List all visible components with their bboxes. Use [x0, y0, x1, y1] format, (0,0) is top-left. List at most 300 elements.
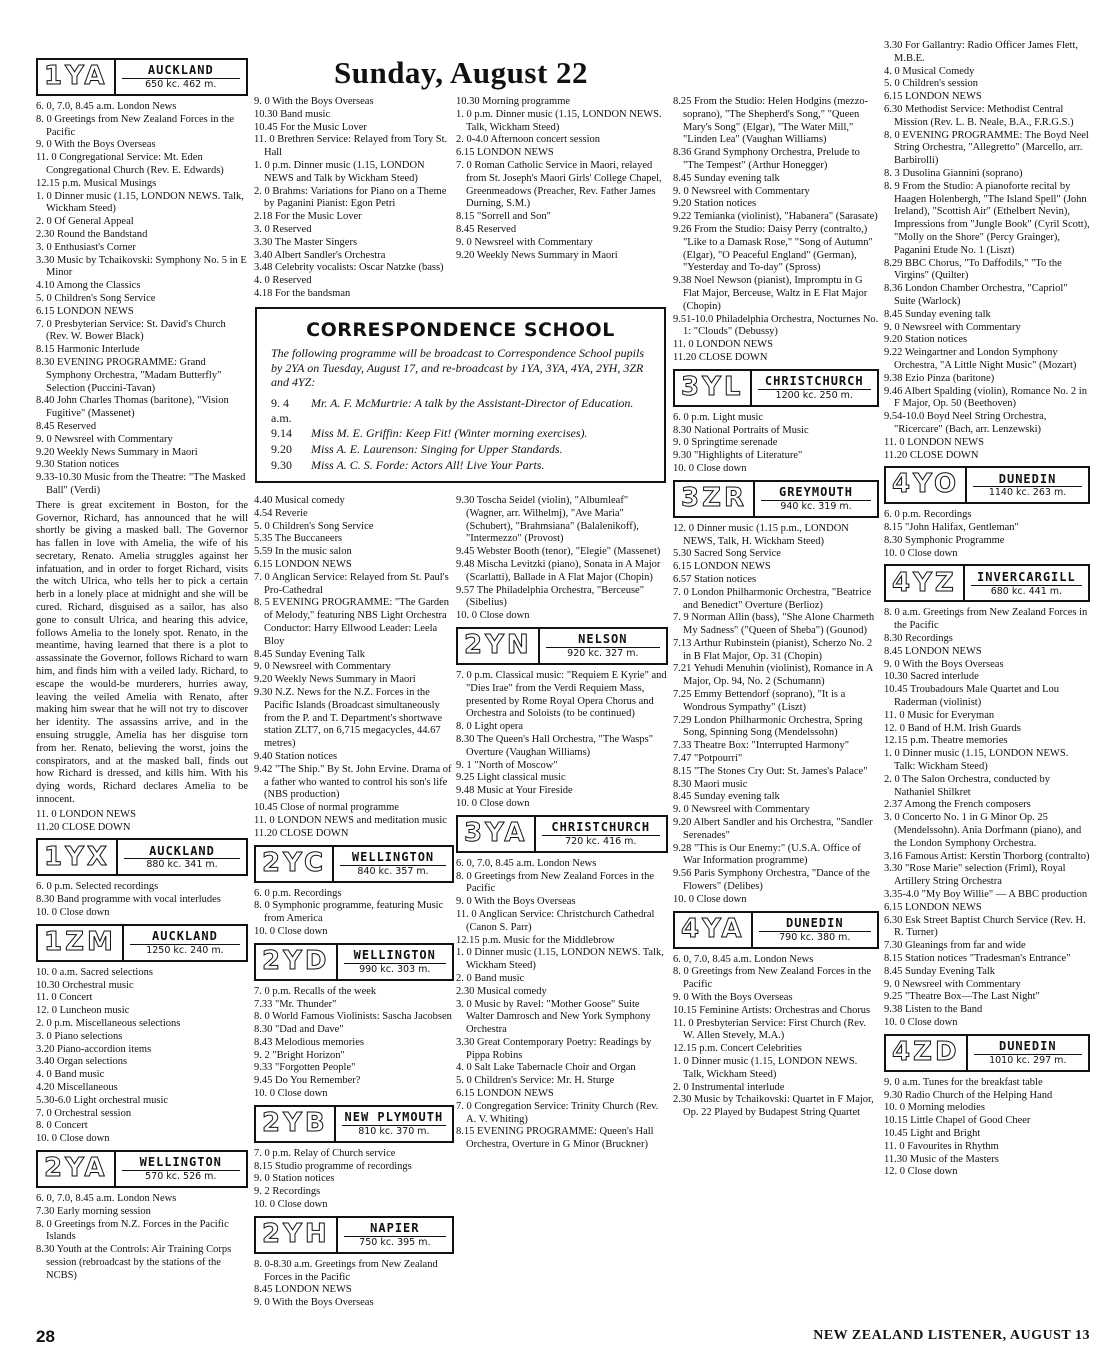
- station-header-2yb: [254, 1105, 454, 1143]
- programme-item: 10. 0 Close down: [254, 1088, 328, 1100]
- listing-2yb: [254, 1148, 454, 1212]
- programme-item: 8.45 LONDON NEWS: [884, 645, 982, 657]
- programme-item: 9. 0 Newsreel with Commentary: [884, 978, 1021, 990]
- correspondence-time: 9. 4 a.m.: [271, 396, 292, 425]
- station-city: INVERCARGILL: [977, 569, 1076, 584]
- programme-item: 12.15 p.m. Theatre memories: [884, 735, 1008, 747]
- station-frequency: 1200 kc. 250 m.: [758, 389, 872, 402]
- station-frequency: 790 kc. 380 m.: [759, 931, 871, 944]
- programme-item: 10. 0 Close down: [884, 547, 958, 559]
- programme-item: 9.20 Weekly News Summary in Maori: [254, 674, 416, 686]
- programme-item: 9.25 "Theatre Box—The Last Night": [884, 991, 1040, 1003]
- station-city: DUNEDIN: [998, 471, 1057, 486]
- station-call: 1ZM: [38, 926, 124, 960]
- station-frequency: 840 kc. 357 m.: [340, 865, 446, 878]
- page-number: 28: [36, 1327, 55, 1347]
- programme-item: 7. 0 Orchestral session: [36, 1107, 132, 1119]
- programme-item: 2. 0 p.m. Miscellaneous selections: [36, 1018, 181, 1029]
- programme-item: 9.30 N.Z. News for the N.Z. Forces in the Pacific Islands (Broadcast simultaneously from the P. and T. Department's shortwave station ZLT7, on 6,715 megacycles, 44.67 metres): [254, 686, 443, 750]
- programme-item: 3.40 Albert Sandler's Orchestra: [254, 249, 386, 261]
- programme-item: 7. 0 Roman Catholic Service in Maori, relayed from St. Joseph's Maori Girls' College Chapel, Greenmeadows (Preacher, Rev. Father James Durning, S.M.): [456, 159, 662, 210]
- programme-item: 7.29 London Philharmonic Orchestra, Spring Song, Spinning Song (Mendelssohn): [673, 714, 863, 739]
- programme-item: 6. 0, 7.0, 8.45 a.m. London News: [36, 101, 177, 112]
- programme-item: 8. 0 EVENING PROGRAMME: The Boyd Neel String Orchestra, "Allegretto" (Marcello, arr. Barbirolli): [884, 129, 1089, 167]
- programme-item: 10. 0 Close down: [884, 1016, 958, 1028]
- station-call: 2YA: [38, 1152, 116, 1186]
- programme-item: 3.20 Piano-accordion items: [36, 1043, 152, 1055]
- station-header-4yz: [884, 564, 1090, 602]
- programme-item: 9.22 Weingartner and London Symphony Orchestra, "A Little Night Music" (Mozart): [884, 347, 1077, 371]
- programme-item: 9. 0 Newsreel with Commentary: [254, 661, 391, 673]
- programme-item: 4. 0 Musical Comedy: [884, 65, 975, 77]
- station-city: AUCKLAND: [147, 63, 214, 78]
- programme-item: 9. 0 Newsreel with Commentary: [456, 236, 593, 248]
- programme-item: 10. 0 a.m. Sacred selections: [36, 966, 153, 978]
- programme-item: 3.40 Organ selections: [36, 1056, 128, 1068]
- programme-item: 9.26 From the Studio: Daisy Perry (contralto,) "Like to a Damask Rose," "Song of Autumn" (Elgar), "O Peaceful England" (German), "Yesterday and To-day" (Spross): [673, 223, 873, 274]
- programme-item: 12.15 p.m. Music for the Middlebrow: [456, 934, 615, 946]
- programme-item: 10. 0 Close down: [673, 893, 747, 905]
- programme-item: 9.51-10.0 Philadelphia Orchestra, Nocturnes No. 1: "Clouds" (Debussy): [673, 313, 879, 338]
- programme-item: 11.20 CLOSE DOWN: [673, 351, 768, 363]
- programme-item: 8.30 "Dad and Dave": [254, 1024, 344, 1036]
- programme-item: 7. 0 Anglican Service: Relayed from St. Paul's Pro-Cathedral: [254, 571, 449, 596]
- programme-item: 9.38 Ezio Pinza (baritone): [884, 372, 995, 384]
- column-3-top: [456, 96, 668, 301]
- station-header-2yh: [254, 1216, 454, 1254]
- programme-item: 12. 0 Luncheon music: [36, 1005, 130, 1017]
- programme-item: 10.45 For the Music Lover: [254, 121, 367, 133]
- programme-item: 11.20 CLOSE DOWN: [36, 821, 131, 833]
- programme-item: 9.38 Listen to the Band: [884, 1004, 983, 1016]
- programme-item: 9.30 Station notices: [36, 459, 120, 471]
- station-call: 1YA: [38, 60, 116, 94]
- station-call: 4ZD: [886, 1036, 968, 1070]
- station-call: 2YD: [256, 945, 338, 979]
- correspondence-text: Miss A. C. S. Forde: Actors All! Live Your Parts.: [311, 457, 545, 472]
- station-header-2yc: [254, 845, 454, 883]
- programme-item: 9. 0 With the Boys Overseas: [456, 896, 576, 908]
- listing-4ya: [673, 954, 879, 1120]
- programme-item: 3.35-4.0 "My Boy Willie" — A BBC production: [884, 889, 1088, 901]
- station-frequency: 750 kc. 395 m.: [344, 1236, 446, 1249]
- programme-item: 8. 9 From the Studio: A pianoforte recital by Haagen Holenbergh, "The Island Spell" (John Ireland), "Scottish Air" (Ethelbert Nevin), Impressions from "Jungle Book" (Cyril Scott), "Molly on the Shore" (Percy Grainger), Paganini Etude No. 1 (Liszt): [884, 180, 1090, 256]
- programme-item: 4.18 For the bandsman: [254, 287, 351, 299]
- programme-item: 11. 0 Presbyterian Service: First Church (Rev. W. Allen Stevely, M.A.): [673, 1017, 867, 1042]
- opera-synopsis: There is great excitement in Boston, for the Governor, Richard, has announced that he will shortly be giving a masked ball. The Governor has fallen in love with Amelia, the wife of his secretary, Renato. Amelia struggles against her infatuation, and in order to forget Richard, visits the witch Ulrica, who tells her to pick a certain herb in a lonely place at midnight and she will be cured. Richard, disguised as a sailor, has also gone to consult Ulrica, and hearing this advice, follows Amelia to the lonely spot. Renato, in the meantime, having learned that there is a plot to assassinate the Governor, follows Richard to warn him, and finds him with a veiled lady. Richard, to escape the would-be murderers, hurries away, leaving the veiled Amelia with Renato, after making him swear that he will not try to discover her identity. The assassins arrive, and in the ensuing struggle, Amelia has her disguise torn from her. Renato, believing the worst, joins the conspirators, and at the masked ball, finds out how Richard is dressed, and kills him. With his dying words, Richard declares Amelia to be innocent.: [36, 499, 248, 806]
- programme-item: 1. 0 p.m. Dinner music (1.15, LONDON NEWS. Talk, Wickham Steed): [456, 108, 662, 133]
- programme-item: 9.46 Albert Spalding (violin), Romance No. 2 in F Major, Op. 50 (Beethoven): [884, 385, 1087, 410]
- programme-item: 11. 0 LONDON NEWS: [36, 808, 136, 820]
- listing-3ya-evening: [673, 96, 879, 365]
- programme-item: 8.30 Recordings: [884, 633, 953, 645]
- programme-item: 9.20 Station notices: [884, 334, 968, 346]
- station-frequency: 990 kc. 303 m.: [344, 963, 447, 976]
- station-frequency: 1250 kc. 240 m.: [130, 944, 240, 957]
- programme-item: 9.20 Weekly News Summary in Maori: [36, 446, 198, 458]
- station-call: 1YX: [38, 840, 118, 874]
- listing-2yh: [254, 1259, 454, 1310]
- programme-item: 8.43 Melodious memories: [254, 1036, 364, 1048]
- programme-item: 9.33 "Forgotten People": [254, 1062, 356, 1074]
- station-call: 3YA: [458, 817, 536, 851]
- listing-1zm: [36, 967, 248, 1146]
- programme-item: 6. 0, 7.0, 8.45 a.m. London News: [673, 953, 814, 965]
- listing-2yh-top: [456, 96, 668, 262]
- programme-item: 6.15 LONDON NEWS: [36, 305, 134, 317]
- correspondence-rows: [271, 396, 650, 472]
- station-city: WELLINGTON: [139, 1155, 222, 1170]
- programme-item: 7.25 Emmy Bettendorf (soprano), "It is a Wondrous Sympathy" (Liszt): [673, 689, 846, 713]
- programme-item: 12.15 p.m. Musical Musings: [36, 177, 157, 189]
- station-call: 4YA: [675, 913, 753, 947]
- column-5: [884, 40, 1090, 1310]
- correspondence-row: [271, 442, 650, 457]
- programme-item: 11. 0 Anglican Service: Christchurch Cathedral (Canon S. Parr): [456, 908, 655, 933]
- programme-item: 8.15 EVENING PROGRAMME: Queen's Hall Orchestra, Overture in G Minor (Bruckner): [456, 1126, 654, 1151]
- programme-item: 8.15 Harmonic Interlude: [36, 344, 140, 356]
- programme-item: 11.20 CLOSE DOWN: [254, 827, 349, 839]
- programme-item: 8. 0 Greetings from New Zealand Forces in the Pacific: [456, 870, 654, 895]
- programme-item: 8.30 Maori music: [673, 778, 748, 790]
- programme-item: 8.30 Symphonic Programme: [884, 534, 1005, 546]
- page-header: [254, 44, 668, 94]
- programme-item: 9. 0 Newsreel with Commentary: [36, 433, 173, 445]
- programme-item: 4. 0 Band music: [36, 1069, 105, 1081]
- listing-1ya: [36, 101, 248, 498]
- programme-item: 6.15 LONDON NEWS: [456, 1088, 554, 1100]
- programme-item: 8.30 National Portraits of Music: [673, 424, 809, 436]
- programme-item: 3.30 Music by Tchaikovski: Symphony No. 5 in E Minor: [36, 254, 247, 279]
- station-frequency: 650 kc. 462 m.: [122, 78, 240, 91]
- programme-item: 8.45 Reserved: [36, 420, 97, 432]
- correspondence-intro: The following programme will be broadcast to Correspondence School pupils by 2YA on Tuesday, August 17, and re-broadcast by 1YA, 3YA, 4YA, 2YH, 3ZR and 4YZ:: [271, 346, 644, 390]
- programme-item: 7. 0 p.m. Classical music: "Requiem E Kyrie" and "Dies Irae" from the Verdi Requiem Mass, presented by Rome Royal Opera Chorus and Orchestra and Soloists (to be continued): [456, 669, 667, 720]
- programme-item: 4. 0 Salt Lake Tabernacle Choir and Organ: [456, 1062, 636, 1074]
- programme-item: 8.15 "John Halifax, Gentleman": [884, 522, 1019, 534]
- station-frequency: 940 kc. 319 m.: [761, 500, 871, 513]
- station-city: DUNEDIN: [785, 916, 844, 931]
- station-city: WELLINGTON: [353, 948, 436, 963]
- programme-item: 2. 0 Band music: [456, 972, 525, 984]
- programme-item: 5. 0 Children's Song Service: [36, 292, 156, 304]
- programme-item: 2.18 For the Music Lover: [254, 211, 362, 223]
- station-city: NEW PLYMOUTH: [344, 1110, 444, 1125]
- programme-item: 3. 0 Concerto No. 1 in G Minor Op. 25 (Mendelssohn). Ania Dorfmann (piano), and the London Symphony Orchestra.: [884, 812, 1082, 849]
- programme-item: 12. 0 Band of H.M. Irish Guards: [884, 722, 1021, 734]
- station-city: AUCKLAND: [149, 843, 215, 858]
- programme-item: 9. 0 Newsreel with Commentary: [673, 804, 810, 816]
- programme-item: 4.40 Musical comedy: [254, 495, 345, 506]
- programme-item: 7. 0 p.m. Relay of Church service: [254, 1147, 396, 1159]
- programme-item: 11.30 Music of the Masters: [884, 1153, 999, 1165]
- programme-item: 6.15 LONDON NEWS: [456, 147, 554, 159]
- programme-item: 10. 0 Morning melodies: [884, 1102, 985, 1114]
- station-city: CHRISTCHURCH: [551, 820, 651, 835]
- programme-item: 2. 0 Of General Appeal: [36, 216, 134, 228]
- station-call: 4YO: [886, 468, 967, 502]
- programme-item: 9.38 Noel Newson (pianist), Impromptu in G Flat Major, Berceuse, Waltz in E Flat Major (Chopin): [673, 275, 868, 312]
- programme-item: 11. 0 Brethren Service: Relayed from Tory St. Hall: [254, 134, 448, 159]
- programme-item: 8.40 John Charles Thomas (baritone), "Vision Fugitive" (Massenet): [36, 395, 229, 420]
- station-header-4yo: [884, 466, 1090, 504]
- programme-item: 9.20 Station notices: [673, 198, 757, 210]
- station-call: 2YB: [256, 1107, 336, 1141]
- programme-item: 7. 0 London Philharmonic Orchestra, "Beatrice and Benedict" Overture (Berlioz): [673, 586, 872, 611]
- programme-item: 9.56 Paris Symphony Orchestra, "Dance of the Flowers" (Delibes): [673, 868, 870, 893]
- programme-item: 3.30 The Master Singers: [254, 236, 358, 248]
- programme-item: 9.28 "This is Our Enemy:" (U.S.A. Office of War Information programme): [673, 842, 861, 867]
- programme-item: 9.57 The Philadelphia Orchestra, "Berceuse" (Sibelius): [456, 584, 644, 609]
- programme-item: 9.45 Webster Booth (tenor), "Elegie" (Massenet): [456, 546, 661, 558]
- programme-item: 3. 0 Piano selections: [36, 1030, 123, 1042]
- programme-item: 10.15 Little Chapel of Good Cheer: [884, 1115, 1031, 1127]
- programme-item: 9. 0 With the Boys Overseas: [36, 139, 156, 151]
- programme-item: 5.30 Sacred Song Service: [673, 548, 781, 560]
- correspondence-row: [271, 458, 650, 473]
- programme-item: 3. 0 Music by Ravel: "Mother Goose" Suite Walter Damrosch and New York Symphony Orchestra: [456, 998, 651, 1036]
- programme-item: 7.33 Theatre Box: "Interrupted Harmony": [673, 740, 850, 752]
- station-call: 3ZR: [675, 482, 755, 516]
- programme-item: 6. 0, 7.0, 8.45 a.m. London News: [456, 857, 597, 869]
- listing-3yl: [673, 412, 879, 476]
- programme-item: 8. 0 Greetings from New Zealand Forces in the Pacific: [36, 113, 234, 138]
- programme-item: 8.45 Reserved: [456, 223, 517, 235]
- programme-item: 8. 0 World Famous Violinists: Sascha Jacobsen: [254, 1011, 452, 1023]
- programme-item: 9.30 "Highlights of Literature": [673, 450, 803, 462]
- programme-item: 6. 0 p.m. Recordings: [884, 509, 972, 521]
- programme-item: 8.15 "Sorrell and Son": [456, 211, 551, 223]
- programme-item: 9.48 Music at Your Fireside: [456, 785, 573, 797]
- station-header-4zd: [884, 1034, 1090, 1072]
- station-header-1zm: [36, 924, 248, 962]
- programme-item: 2.37 Among the French composers: [884, 799, 1031, 811]
- station-call: 2YC: [256, 847, 334, 881]
- programme-item: 8.15 "The Stones Cry Out: St. James's Palace": [673, 765, 868, 777]
- programme-item: 3.16 Famous Artist: Kerstin Thorborg (contralto): [884, 850, 1090, 862]
- station-header-2yd: [254, 943, 454, 981]
- programme-item: 6.30 Methodist Service: Methodist Central Mission (Rev. L. B. Neale, B.A., F.R.G.S.): [884, 103, 1074, 128]
- listing-2yn-top: [254, 96, 454, 301]
- correspondence-time: 9.20: [271, 441, 292, 456]
- column-3-bottom: [456, 495, 668, 1310]
- programme-item: 8.30 The Queen's Hall Orchestra, "The Wasps" Overture (Vaughan Williams): [456, 733, 654, 758]
- programme-item: 11. 0 LONDON NEWS: [673, 339, 773, 351]
- programme-item: 6.30 Esk Street Baptist Church Service (Rev. H. R. Turner): [884, 914, 1086, 939]
- programme-item: 10. 0 Close down: [673, 462, 747, 474]
- station-frequency: 720 kc. 416 m.: [542, 835, 660, 848]
- listing-2yh-evening: [456, 495, 668, 623]
- programme-item: 9. 0 With the Boys Overseas: [884, 658, 1004, 670]
- station-frequency: 1140 kc. 263 m.: [973, 486, 1082, 499]
- column-2-top: [254, 96, 454, 301]
- programme-item: 9. 0 Newsreel with Commentary: [673, 185, 810, 197]
- correspondence-row: [271, 426, 650, 441]
- listing-3zr: [673, 523, 879, 907]
- programme-item: 1. 0 Dinner music (1.15, LONDON NEWS. Talk: Wickham Steed): [884, 748, 1069, 773]
- listing-2ya-evening: [254, 495, 454, 841]
- programme-item: 6. 0 p.m. Selected recordings: [36, 881, 159, 893]
- programme-item: 6. 0 p.m. Light music: [673, 411, 764, 423]
- programme-item: 3.30 For Gallantry: Radio Officer James Flett, M.B.E.: [884, 40, 1079, 64]
- programme-item: 9. 0 With the Boys Overseas: [673, 992, 793, 1004]
- programme-item: 1. 0 Dinner music (1.15, LONDON NEWS. Talk, Wickham Steed): [673, 1056, 858, 1080]
- programme-item: 2.30 Musical comedy: [456, 985, 547, 997]
- programme-item: 11. 0 LONDON NEWS: [884, 436, 984, 448]
- programme-item: 8. 5 EVENING PROGRAMME: "The Garden of Melody," featuring NBS Light Orchestra Conductor: Harry Ellwood Leader: Leela Bloy: [254, 597, 450, 647]
- station-header-4ya: [673, 911, 879, 949]
- programme-item: 5.30-6.0 Light orchestral music: [36, 1094, 169, 1106]
- programme-item: 8. 3 Dusolina Giannini (soprano): [884, 167, 1023, 179]
- station-frequency: 920 kc. 327 m.: [546, 647, 660, 660]
- column-2-bottom: [254, 495, 454, 1310]
- programme-item: 3.30 Great Contemporary Poetry: Readings by Pippa Robins: [456, 1036, 652, 1061]
- station-frequency: 1010 kc. 297 m.: [974, 1054, 1082, 1067]
- correspondence-school-box: [255, 307, 666, 483]
- station-header-1yx: [36, 838, 248, 876]
- programme-item: 8.36 Grand Symphony Orchestra, Prelude to "The Tempest" (Arthur Honegger): [673, 147, 860, 171]
- programme-item: 7.13 Arthur Rubinstein (pianist), Scherzo No. 2 in B Flat Major, Op. 31 (Chopin): [673, 637, 873, 662]
- correspondence-time: 9.14: [271, 426, 292, 441]
- correspondence-text: Mr. A. F. McMurtrie: A talk by the Assistant-Director of Education.: [311, 396, 634, 411]
- programme-item: 2. 0 Brahms: Variations for Piano on a Theme by Paganini Pianist: Egon Petri: [254, 185, 447, 210]
- station-city: NELSON: [578, 632, 628, 647]
- programme-item: 8.45 Sunday evening talk: [673, 172, 780, 184]
- programme-item: 9.20 Albert Sandler and his Orchestra, "Sandler Serenades": [673, 817, 873, 841]
- programme-item: 11. 0 Concert: [36, 992, 93, 1004]
- station-city: GREYMOUTH: [778, 485, 853, 500]
- programme-item: 11. 0 Music for Everyman: [884, 709, 995, 721]
- programme-item: 3.30 "Rose Marie" selection (Friml), Royal Artillery String Orchestra: [884, 863, 1066, 888]
- programme-item: 8. 0 Symphonic programme, featuring Music from America: [254, 900, 444, 925]
- listing-4ya-afternoon: [884, 40, 1090, 462]
- programme-item: 7. 0 p.m. Recalls of the week: [254, 985, 377, 997]
- station-header-2ya: [36, 1150, 248, 1188]
- programme-item: 9. 2 "Bright Horizon": [254, 1049, 345, 1061]
- programme-item: 8.45 Sunday evening talk: [884, 308, 991, 320]
- programme-item: 5.35 The Buccaneers: [254, 533, 343, 545]
- programme-item: 8.45 Sunday Evening Talk: [884, 965, 996, 977]
- programme-item: 9. 2 Recordings: [254, 1186, 321, 1198]
- programme-item: 10. 0 Close down: [254, 1199, 328, 1211]
- programme-item: 5. 0 Children's Service: Mr. H. Sturge: [456, 1075, 615, 1087]
- programme-item: 10. 0 Close down: [254, 925, 328, 937]
- programme-item: 7. 0 Congregation Service: Trinity Church (Rev. A. V. Whiting): [456, 1100, 659, 1125]
- programme-item: 11. 0 Congregational Service: Mt. Eden Congregational Church (Rev. E. Edwards): [36, 152, 224, 176]
- programme-item: 2.30 Round the Bandstand: [36, 228, 148, 240]
- programme-item: 7.21 Yehudi Menuhin (violinist), Romance in A Major, Op. 94, No. 2 (Schumann): [673, 663, 873, 688]
- listing-1yx: [36, 881, 248, 919]
- station-city: NAPIER: [370, 1221, 420, 1236]
- listing-4yz: [884, 607, 1090, 1029]
- station-call: 2YH: [256, 1218, 338, 1252]
- programme-item: 9. 1 "North of Moscow": [456, 759, 558, 771]
- programme-item: 6.57 Station notices: [673, 573, 757, 585]
- programme-item: 1. 0 Dinner music (1.15, LONDON NEWS. Talk, Wickham Steed): [36, 190, 244, 215]
- station-header-3ya: [456, 815, 668, 853]
- programme-item: 8. 0 Greetings from N.Z. Forces in the Pacific Islands: [36, 1218, 229, 1243]
- programme-item: 5. 0 Children's session: [884, 78, 979, 90]
- programme-item: 8.15 Station notices "Tradesman's Entrance": [884, 953, 1071, 964]
- programme-item: 6.15 LONDON NEWS: [884, 901, 982, 913]
- station-call: 2YN: [458, 629, 540, 663]
- listing-4yo: [884, 509, 1090, 560]
- listing-2yc: [254, 888, 454, 939]
- programme-item: 8.45 Sunday evening talk: [673, 791, 780, 803]
- programme-item: 10. 0 Close down: [456, 610, 530, 622]
- listing-4zd: [884, 1077, 1090, 1179]
- programme-item: 10.15 Feminine Artists: Orchestras and Chorus: [673, 1004, 871, 1016]
- programme-item: 8.30 Band programme with vocal interludes: [36, 894, 221, 906]
- column-1: [36, 54, 248, 1310]
- programme-item: 6.15 LONDON NEWS: [884, 91, 982, 103]
- programme-item: 10.30 Orchestral music: [36, 979, 134, 991]
- programme-item: 9.20 Weekly News Summary in Maori: [456, 249, 618, 261]
- programme-item: 2. 0-4.0 Afternoon concert session: [456, 134, 601, 146]
- programme-item: 10.30 Band music: [254, 108, 331, 120]
- station-city: DUNEDIN: [998, 1039, 1057, 1054]
- programme-item: 6. 0, 7.0, 8.45 a.m. London News: [36, 1192, 177, 1204]
- programme-item: 10.45 Troubadours Male Quartet and Lou Raderman (violinist): [884, 684, 1059, 709]
- programme-item: 2. 0 Instrumental interlude: [673, 1081, 785, 1093]
- programme-item: 10.45 Close of normal programme: [254, 802, 399, 814]
- publication-name: NEW ZEALAND LISTENER, AUGUST 13: [813, 1327, 1090, 1343]
- programme-item: 10. 0 Close down: [36, 1133, 110, 1145]
- programme-item: 9.30 Toscha Seidel (violin), "Albumleaf" (Wagner, arr. Wilhelmj), "Ave Maria" (Schubert), "Brahmsiana" (Balalenikoff), "Intermezzo" (Provost): [456, 495, 639, 545]
- programme-item: 7. 9 Norman Allin (bass), "She Alone Charmeth My Sadness" ("Queen of Sheba") (Gounod): [673, 612, 875, 637]
- programme-item: 8.30 Youth at the Controls: Air Training Corps session (rebroadcast by the stations of the NCBS): [36, 1244, 232, 1281]
- programme-item: 7.47 "Potpourri": [673, 753, 743, 765]
- programme-item: 3.48 Celebrity vocalists: Oscar Natzke (bass): [254, 262, 444, 274]
- programme-item: 8.25 From the Studio: Helen Hodgins (mezzo-soprano), "The Shepherd's Song," "Queen Mary's Song" (Elgar), "The Water Mill," "Linden Lea" (Vaughan Williams): [673, 96, 869, 146]
- programme-item: 9.22 Temianka (violinist), "Habanera" (Sarasate): [673, 211, 878, 223]
- programme-item: 9.54-10.0 Boyd Neel String Orchestra, "Ricercare" (Bach, arr. Lenzewski): [884, 411, 1047, 435]
- programme-item: 4. 0 Reserved: [254, 275, 312, 287]
- programme-item: 1. 0 Dinner music (1.15, LONDON NEWS. Talk, Wickham Steed): [456, 947, 664, 972]
- correspondence-text: Miss A. E. Laurenson: Singing for Upper Standards.: [311, 441, 563, 456]
- programme-item: 8.30 EVENING PROGRAMME: Grand Symphony Orchestra, "Madam Butterfly" Selection (Puccini-Tavan): [36, 356, 222, 394]
- programme-item: 9.45 Do You Remember?: [254, 1075, 361, 1087]
- programme-item: 8.45 LONDON NEWS: [254, 1284, 352, 1296]
- programme-item: 8.15 Studio programme of recordings: [254, 1160, 412, 1172]
- station-city: AUCKLAND: [152, 929, 218, 944]
- programme-item: 8.29 BBC Chorus, "To Daffodils," "To the Virgins" (Quilter): [884, 257, 1062, 282]
- programme-item: 12. 0 Dinner music (1.15 p.m., LONDON NEWS, Talk, H. Wickham Steed): [673, 522, 849, 547]
- programme-item: 10.45 Light and Bright: [884, 1127, 981, 1139]
- station-header-3yl: [673, 369, 879, 407]
- programme-item: 9.25 Light classical music: [456, 772, 566, 784]
- programme-item: 10. 0 Close down: [36, 907, 110, 919]
- programme-item: 1. 0 p.m. Dinner music (1.15, LONDON NEWS and Talk by Wickham Steed): [254, 159, 425, 184]
- correspondence-heading: CORRESPONDENCE SCHOOL: [306, 319, 615, 341]
- programme-item: 7.33 "Mr. Thunder": [254, 998, 337, 1010]
- station-frequency: 570 kc. 526 m.: [122, 1170, 240, 1183]
- programme-item: 4.10 Among the Classics: [36, 280, 141, 292]
- programme-item: 2. 0 The Salon Orchestra, conducted by Nathaniel Shilkret: [884, 773, 1051, 798]
- programme-item: 8.36 London Chamber Orchestra, "Capriol" Suite (Warlock): [884, 283, 1068, 307]
- programme-item: 12. 0 Close down: [884, 1166, 958, 1178]
- station-frequency: 680 kc. 441 m.: [971, 585, 1082, 598]
- programme-item: 6. 0 p.m. Recordings: [254, 887, 342, 899]
- programme-item: 9. 0 a.m. Tunes for the breakfast table: [884, 1076, 1043, 1088]
- station-header-3zr: [673, 480, 879, 518]
- listing-2yn: [456, 670, 668, 811]
- programme-item: 4.20 Miscellaneous: [36, 1081, 118, 1093]
- programme-item: 8. 0-8.30 a.m. Greetings from New Zealand Forces in the Pacific: [254, 1258, 438, 1283]
- correspondence-time: 9.30: [271, 457, 292, 472]
- programme-item: 10.30 Morning programme: [456, 96, 571, 107]
- programme-item: 5. 0 Children's Song Service: [254, 520, 374, 532]
